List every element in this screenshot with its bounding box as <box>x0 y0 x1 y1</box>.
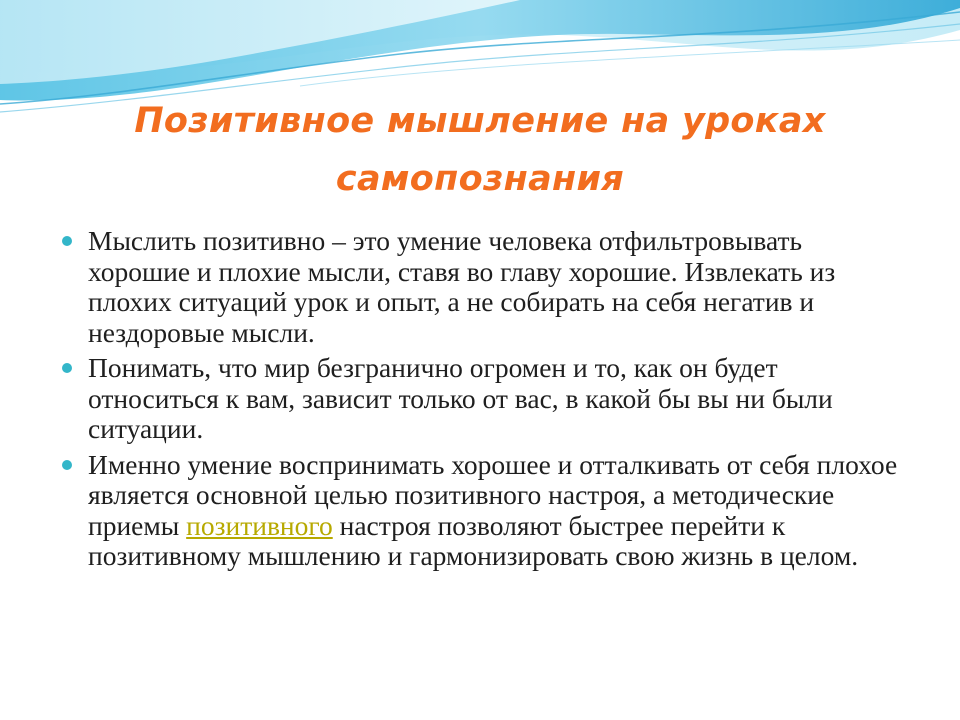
bullet-dot-icon <box>62 460 72 470</box>
bullet-item-2 <box>62 353 908 445</box>
bullet-dot-icon <box>62 363 72 373</box>
bullet-item-3 <box>62 450 908 572</box>
positive-mood-link[interactable]: позитивного <box>186 509 333 541</box>
bullet-list <box>62 226 908 577</box>
bullet-text-2: Понимать, что мир безгранично огромен и то, как он будет относиться к вам, зависит только от вас, в какой бы вы ни были ситуации. <box>88 352 833 444</box>
bullet-text-1: Мыслить позитивно – это умение человека отфильтровывать хорошие и плохие мысли, ставя во главу хорошие. Извлекать из плохих ситуаций урок и опыт, а не собирать на себя негатив и нездоровые мысли. <box>88 225 836 348</box>
bullet-text-3-before: Именно умение воспринимать хорошее и отталкивать от себя плохое является основной целью позитивного настроя, а методические приемы <box>88 448 898 541</box>
slide-title-line-1: Позитивное мышление на уроках <box>134 101 826 141</box>
slide-title-line-2: самопознания <box>335 159 625 199</box>
slide-title <box>40 92 920 208</box>
bullet-text-3-after: настроя позволяют быстрее перейти к позитивному мышлению и гармонизировать свою жизнь в целом. <box>88 509 859 571</box>
bullet-item-1 <box>62 226 908 348</box>
bullet-dot-icon <box>62 236 72 246</box>
